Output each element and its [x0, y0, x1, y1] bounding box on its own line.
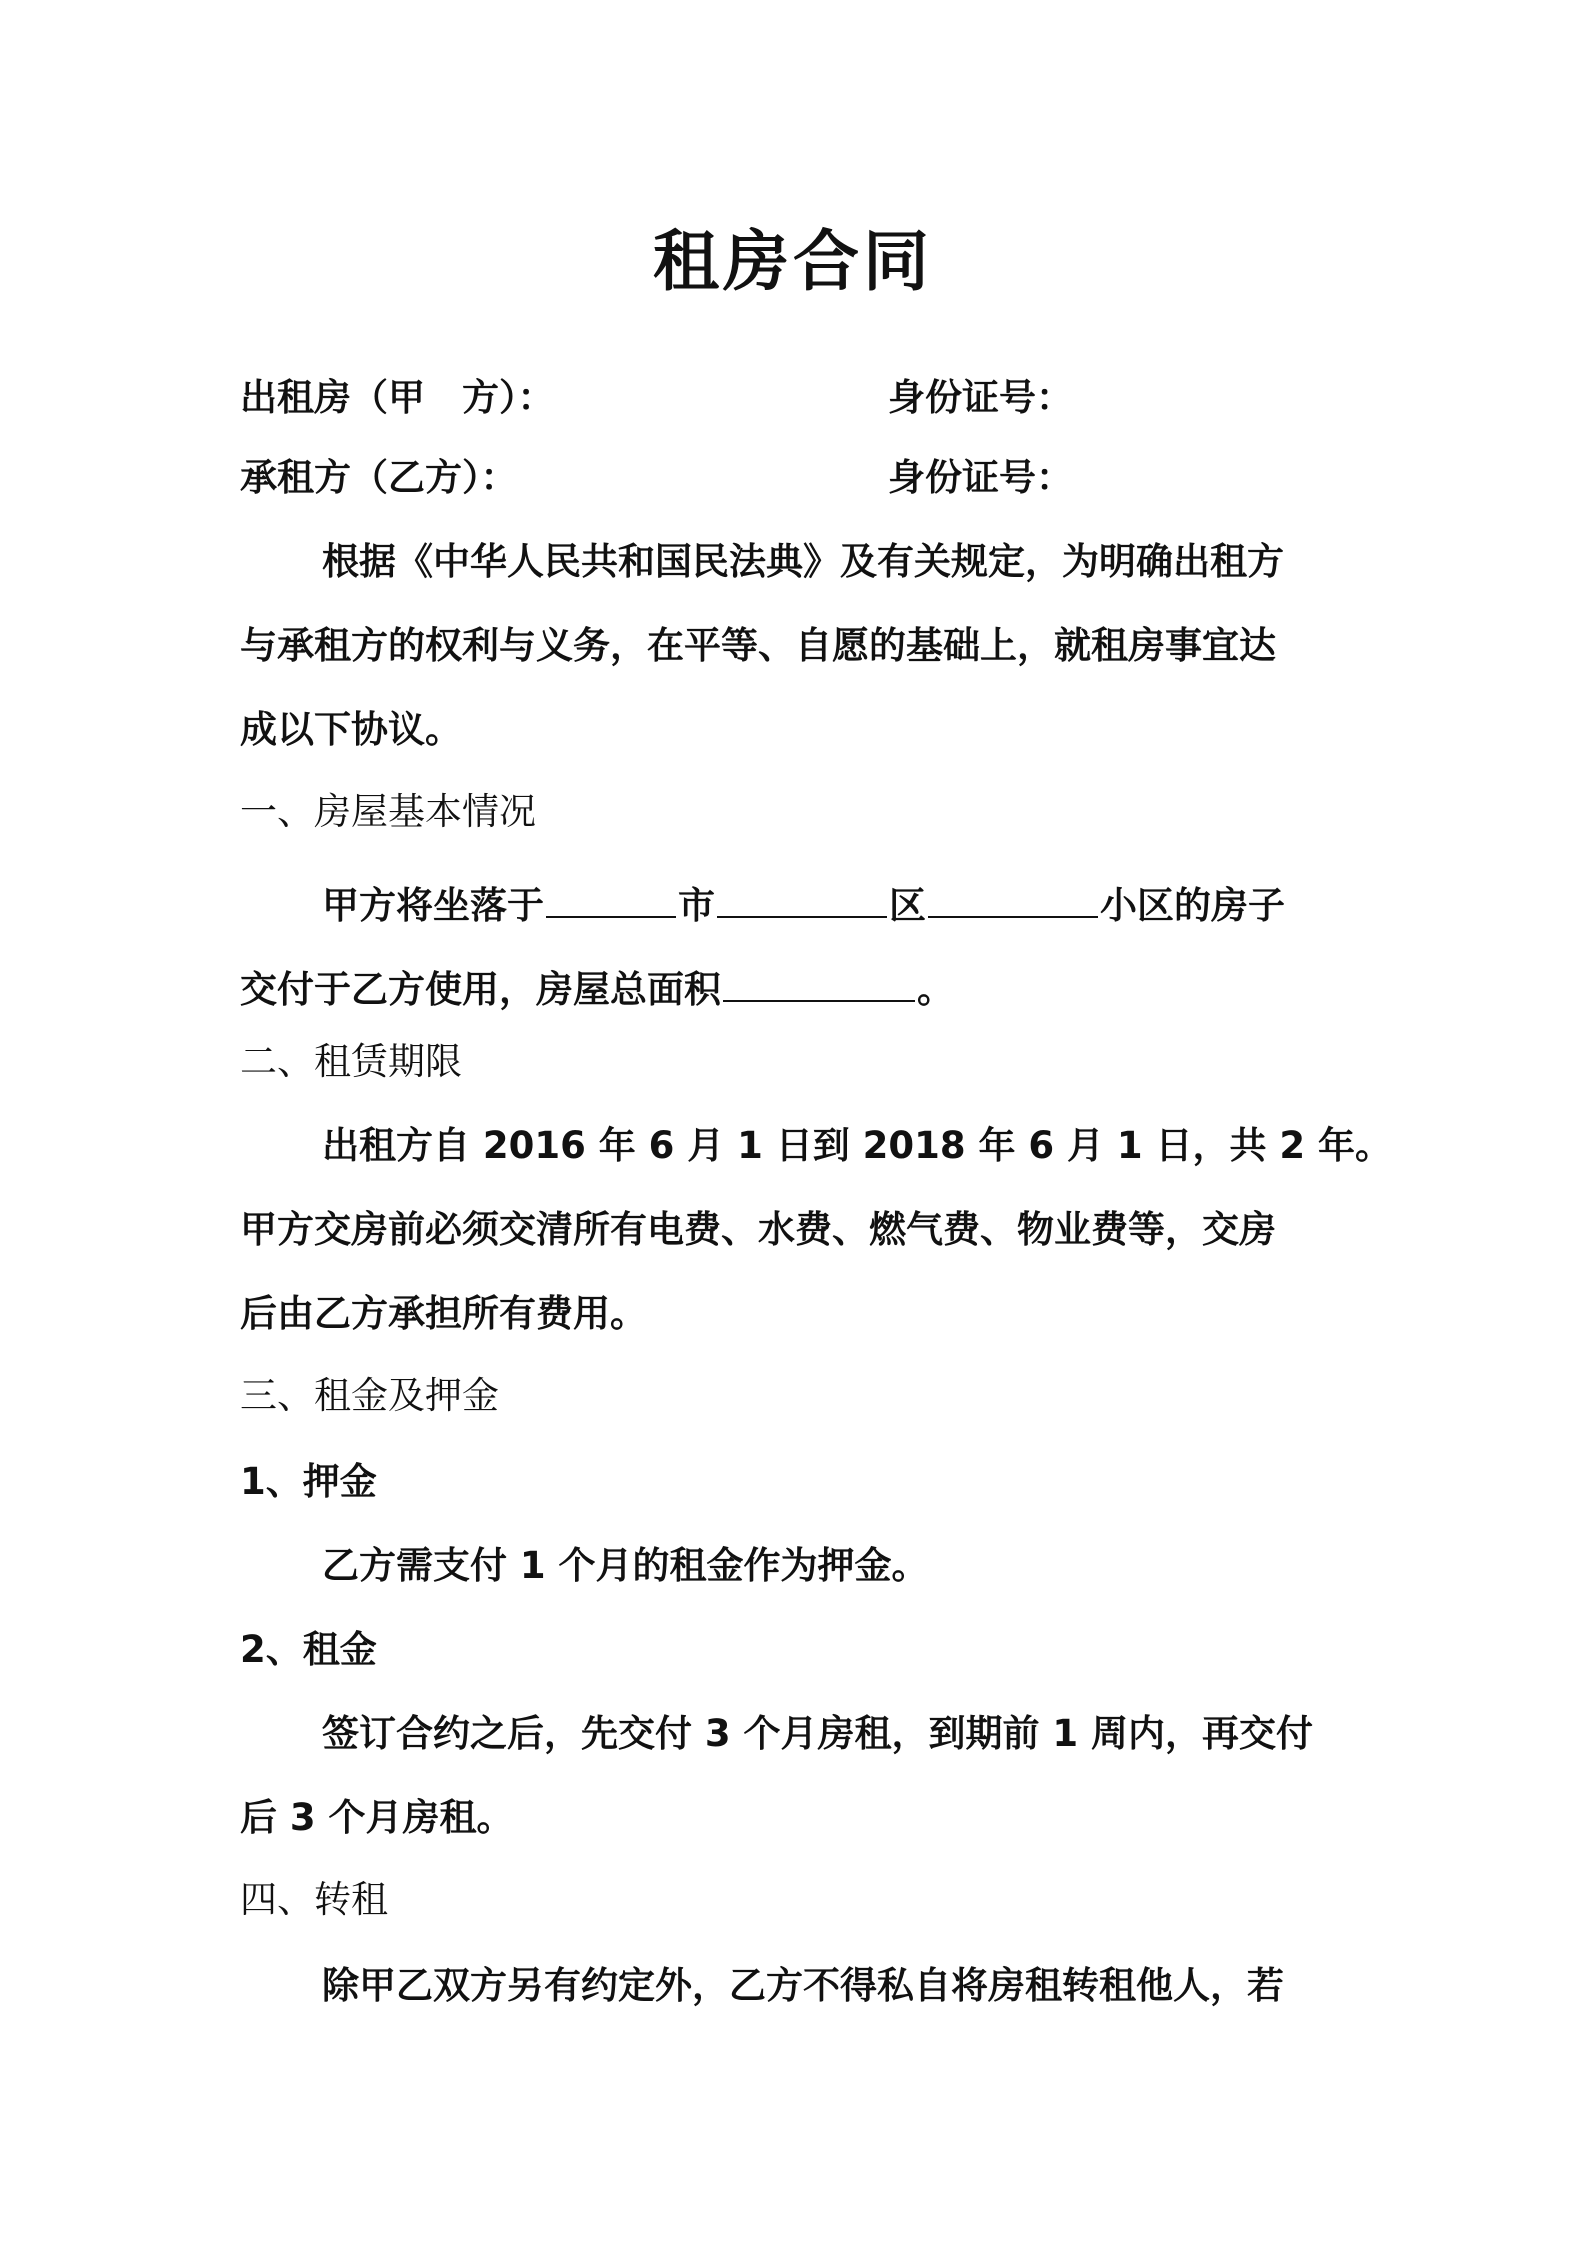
preamble-line-2: 与承租方的权利与义务，在平等、自愿的基础上，就租房事宜达 [240, 624, 1276, 667]
section-3-sub-2-line-1: 签订合约之后，先交付 3 个月房租，到期前 1 周内，再交付 [322, 1712, 1314, 1755]
landlord-label: 出租房（甲 方）： [240, 376, 555, 419]
section-1-line-2 [240, 960, 1352, 1016]
district-blank [717, 876, 887, 918]
city-blank [546, 876, 676, 918]
section-3-sub-2-heading: 2、租金 [240, 1628, 377, 1671]
city-label: 市 [678, 884, 715, 927]
area-suffix: 。 [917, 968, 954, 1011]
preamble-line-3: 成以下协议。 [240, 708, 462, 751]
section-1-line-1 [322, 876, 1352, 932]
community-label: 小区的房子 [1100, 884, 1285, 927]
section-3-heading: 三、租金及押金 [240, 1374, 499, 1417]
section-2-line-3: 后由乙方承担所有费用。 [240, 1292, 647, 1335]
section-3-sub-1-heading: 1、押金 [240, 1460, 377, 1503]
landlord-id-label: 身份证号： [888, 376, 1073, 419]
document-title: 租房合同 [653, 223, 933, 300]
tenant-label: 承租方（乙方）： [240, 456, 518, 499]
section-2-line-2: 甲方交房前必须交清所有电费、水费、燃气费、物业费等，交房 [240, 1208, 1276, 1251]
preamble-line-1: 根据《中华人民共和国民法典》及有关规定，为明确出租方 [322, 540, 1284, 583]
section-4-heading: 四、转租 [240, 1878, 388, 1921]
section-2-line-1: 出租方自 2016 年 6 月 1 日到 2018 年 6 月 1 日，共 2 年。 [322, 1124, 1393, 1167]
section-4-line-1: 除甲乙双方另有约定外，乙方不得私自将房租转租他人，若 [322, 1964, 1284, 2007]
section-3-sub-2-line-2: 后 3 个月房租。 [240, 1796, 514, 1839]
area-prefix: 交付于乙方使用，房屋总面积 [240, 968, 721, 1011]
area-blank [723, 960, 915, 1002]
district-label: 区 [889, 884, 926, 927]
location-prefix: 甲方将坐落于 [322, 884, 544, 927]
section-2-heading: 二、租赁期限 [240, 1040, 462, 1083]
community-blank [928, 876, 1098, 918]
section-1-heading: 一、房屋基本情况 [240, 790, 536, 833]
tenant-id-label: 身份证号： [888, 456, 1073, 499]
section-3-sub-1-text: 乙方需支付 1 个月的租金作为押金。 [322, 1544, 929, 1587]
